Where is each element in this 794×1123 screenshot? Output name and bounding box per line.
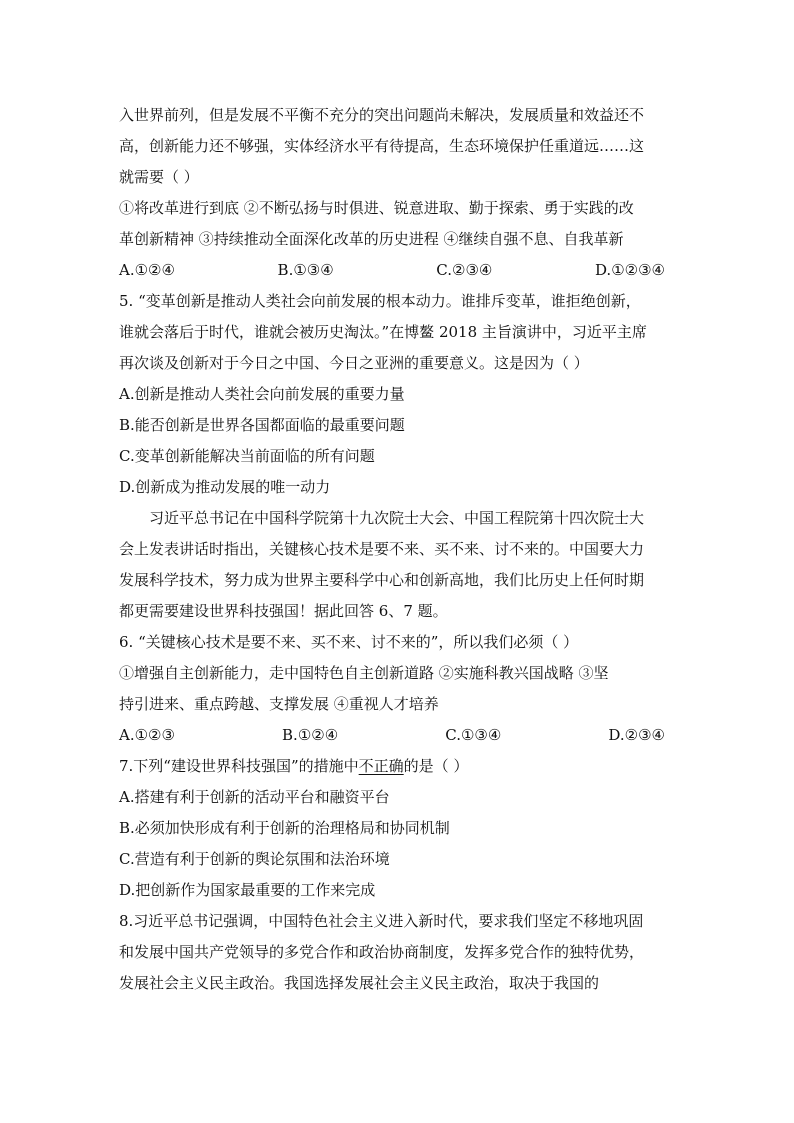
q8-stem-line-3: 发展社会主义民主政治。我国选择发展社会主义民主政治，取决于我国的 bbox=[119, 974, 600, 992]
q5-stem-line-3: 再次谈及创新对于今日之中国、今日之亚洲的重要意义。这是因为（ ） bbox=[119, 354, 589, 372]
material-line-4: 都更需要建设世界科技强国！据此回答 6、7 题。 bbox=[119, 602, 448, 620]
q6-option-c[interactable]: C.①③④ bbox=[445, 726, 502, 744]
q6-option-b[interactable]: B.①②④ bbox=[282, 726, 339, 744]
q4-option-b[interactable]: B.①③④ bbox=[277, 261, 334, 279]
q6-option-a[interactable]: A.①②③ bbox=[119, 726, 175, 744]
q7-option-c[interactable]: C.营造有利于创新的舆论氛围和法治环境 bbox=[119, 850, 390, 868]
q4-stem-line-1: 入世界前列，但是发展不平衡不充分的突出问题尚未解决，发展质量和效益还不 bbox=[119, 106, 645, 124]
q7-stem-before: 7.下列“建设世界科技强国”的措施中 bbox=[119, 757, 359, 775]
q6-options bbox=[119, 720, 679, 751]
q8-stem-line-2: 和发展中国共产党领导的多党合作和政治协商制度，发挥多党合作的独特优势， bbox=[119, 943, 645, 961]
q4-option-a[interactable]: A.①②④ bbox=[119, 261, 175, 279]
q5-stem-line-1: 5. “变革创新是推动人类社会向前发展的根本动力。谁排斥变革，谁拒绝创新， bbox=[119, 292, 641, 310]
q4-stem-line-2: 高，创新能力还不够强，实体经济水平有待提高，生态环境保护任重道远……这 bbox=[119, 137, 645, 155]
q4-option-d[interactable]: D.①②③④ bbox=[594, 261, 665, 279]
q6-statement-line-2: 持引进来、重点跨越、支撑发展 ④重视人才培养 bbox=[119, 695, 439, 713]
q8-stem-line-1: 8.习近平总书记强调，中国特色社会主义进入新时代，要求我们坚定不移地巩固 bbox=[119, 912, 644, 930]
material-line-3: 发展科学技术，努力成为世界主要科学中心和创新高地，我们比历史上任何时期 bbox=[119, 571, 645, 589]
q5-option-d[interactable]: D.创新成为推动发展的唯一动力 bbox=[119, 478, 331, 496]
q4-statement-line-2: 革创新精神 ③持续推动全面深化改革的历史进程 ④继续自强不息、自我革新 bbox=[119, 230, 624, 248]
q4-stem-line-3: 就需要（ ） bbox=[119, 168, 199, 186]
q4-statement-line-1: ①将改革进行到底 ②不断弘扬与时俱进、锐意进取、勤于探索、勇于实践的改 bbox=[119, 199, 634, 217]
q7-option-d[interactable]: D.把创新作为国家最重要的工作来完成 bbox=[119, 881, 376, 899]
q4-option-c[interactable]: C.②③④ bbox=[436, 261, 493, 279]
q7-stem bbox=[119, 751, 679, 782]
material-line-1: 习近平总书记在中国科学院第十九次院士大会、中国工程院第十四次院士大 bbox=[149, 509, 645, 527]
q6-statement-line-1: ①增强自主创新能力，走中国特色自主创新道路 ②实施科教兴国战略 ③坚 bbox=[119, 664, 609, 682]
q7-stem-after: 的是（ ） bbox=[403, 757, 469, 775]
q6-stem-line-1: 6. “关键核心技术是要不来、买不来、讨不来的”，所以我们必须（ ） bbox=[119, 633, 579, 651]
q5-option-a[interactable]: A.创新是推动人类社会向前发展的重要力量 bbox=[119, 385, 405, 403]
exam-content bbox=[119, 100, 679, 999]
q4-options bbox=[119, 255, 679, 286]
q6-option-d[interactable]: D.②③④ bbox=[608, 726, 665, 744]
q5-stem-line-2: 谁就会落后于时代，谁就会被历史淘汰。”在博鳌 2018 主旨演讲中，习近平主席 bbox=[119, 323, 647, 341]
q7-stem-underlined: 不正确 bbox=[358, 757, 404, 775]
material-line-2: 会上发表讲话时指出，关键核心技术是要不来、买不来、讨不来的。中国要大力 bbox=[119, 540, 645, 558]
q5-option-c[interactable]: C.变革创新能解决当前面临的所有问题 bbox=[119, 447, 375, 465]
q7-option-b[interactable]: B.必须加快形成有利于创新的治理格局和协同机制 bbox=[119, 819, 450, 837]
q5-option-b[interactable]: B.能否创新是世界各国都面临的最重要问题 bbox=[119, 416, 405, 434]
q7-option-a[interactable]: A.搭建有利于创新的活动平台和融资平台 bbox=[119, 788, 390, 806]
